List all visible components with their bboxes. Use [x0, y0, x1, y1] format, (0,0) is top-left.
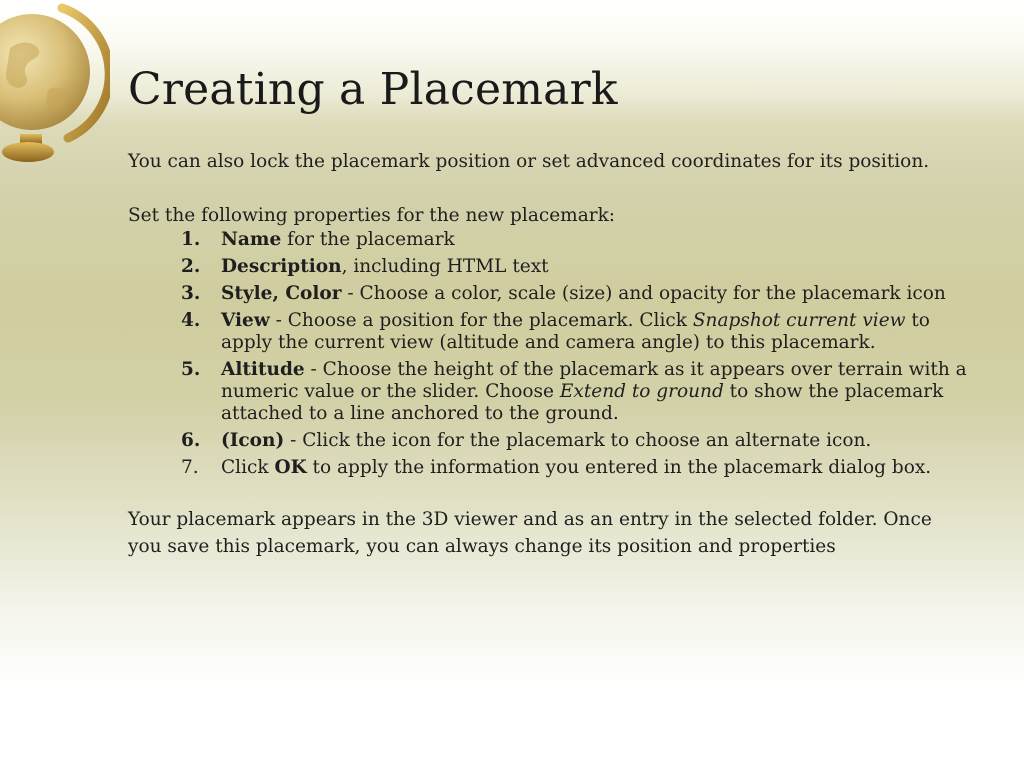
list-item: 2. Description, including HTML text: [181, 256, 549, 277]
slide-body: [128, 148, 968, 560]
list-item: 4. View - Choose a position for the placemark. Click Snapshot current view to apply the current view (altitude and camera angle) to this placemark.: [181, 310, 930, 353]
list-item: 7. Click OK to apply the information you entered in the placemark dialog box.: [181, 457, 932, 478]
closing-paragraph: Your placemark appears in the 3D viewer and as an entry in the selected folder. Once you save this placemark, you can always change its position and properties: [128, 509, 932, 557]
list-item: 6. (Icon) - Click the icon for the placemark to choose an alternate icon.: [181, 430, 872, 451]
properties-list: [128, 229, 968, 479]
list-item: 5. Altitude - Choose the height of the placemark as it appears over terrain with a numeric value or the slider. Choose Extend to ground to show the placemark attached to a line anchored to the ground.: [181, 359, 967, 424]
lead-paragraph: Set the following properties for the new placemark:: [128, 205, 616, 226]
list-item: 3. Style, Color - Choose a color, scale (size) and opacity for the placemark icon: [181, 283, 946, 304]
slide-title: Creating a Placemark: [128, 64, 618, 115]
list-item: 1. Name for the placemark: [181, 229, 455, 250]
intro-paragraph: You can also lock the placemark position or set advanced coordinates for its position.: [128, 151, 930, 172]
globe-icon: [0, 0, 110, 170]
